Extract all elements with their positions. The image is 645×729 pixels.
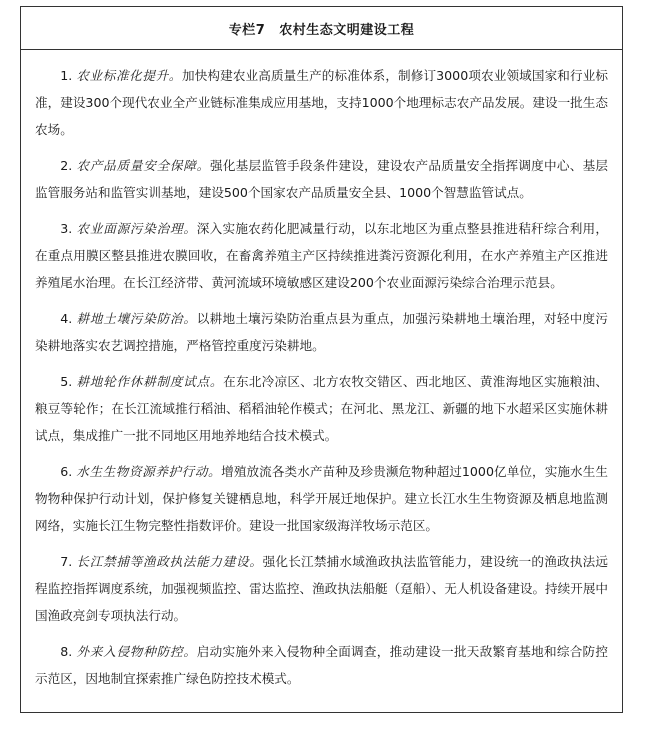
list-item	[35, 458, 608, 539]
item-index: 2.	[60, 158, 73, 173]
item-keyword: 农业标准化提升。	[76, 68, 182, 83]
list-item	[35, 62, 608, 143]
item-keyword: 耕地轮作休耕制度试点。	[76, 374, 224, 389]
box-title-text: 农村生态文明建设工程	[279, 22, 415, 38]
list-item	[35, 368, 608, 449]
item-keyword: 长江禁捕等渔政执法能力建设。	[76, 554, 263, 569]
item-keyword: 水生生物资源养护行动。	[76, 464, 222, 479]
item-body: 在东北冷凉区、北方农牧交错区、西北地区、黄淮海地区实施粮油、粮豆等轮作；在长江流域推行稻油、稻稻油轮作模式；在河北、黑龙江、新疆的地下水超采区实施休耕试点，集成推广一批不同地区用地养地结合技术模式。	[35, 374, 609, 443]
item-index: 1.	[60, 68, 73, 83]
feature-box	[20, 6, 623, 713]
item-index: 7.	[60, 554, 73, 569]
list-item	[35, 215, 608, 296]
item-keyword: 耕地土壤污染防治。	[76, 311, 197, 326]
item-body: 强化基层监管手段条件建设，建设农产品质量安全指挥调度中心、基层监管服务站和监管实训基地，建设500个国家农产品质量安全县、1000个智慧监管试点。	[35, 158, 609, 200]
item-index: 3.	[60, 221, 73, 236]
list-item	[35, 548, 608, 629]
item-body: 强化长江禁捕水域渔政执法监管能力，建设统一的渔政执法远程监控指挥调度系统，加强视频监控、雷达监控、渔政执法船艇（趸船）、无人机设备建设。持续开展中国渔政亮剑专项执法行动。	[35, 554, 609, 623]
list-item	[35, 152, 608, 206]
box-title	[21, 7, 622, 50]
item-body: 启动实施外来入侵物种全面调查，推动建设一批天敌繁育基地和综合防控示范区，因地制宜探索推广绿色防控技术模式。	[35, 644, 609, 686]
box-content	[21, 50, 622, 692]
item-body: 以耕地土壤污染防治重点县为重点，加强污染耕地土壤治理，对轻中度污染耕地落实农艺调控措施，严格管控重度污染耕地。	[35, 311, 609, 353]
item-keyword: 外来入侵物种防控。	[76, 644, 197, 659]
item-body: 增殖放流各类水产苗种及珍贵濒危物种超过1000亿单位，实施水生生物物种保护行动计划，保护修复关键栖息地，科学开展迁地保护。建立长江水生生物资源及栖息地监测网络，实施长江生物完整性指数评价。建设一批国家级海洋牧场示范区。	[35, 464, 608, 533]
list-item	[35, 305, 608, 359]
item-keyword: 农业面源污染治理。	[76, 221, 197, 236]
list-item	[35, 638, 608, 692]
item-index: 8.	[60, 644, 73, 659]
item-body: 深入实施农药化肥减量行动，以东北地区为重点整县推进秸秆综合利用，在重点用膜区整县推进农膜回收，在畜禽养殖主产区持续推进粪污资源化利用，在水产养殖主产区推进养殖尾水治理。在长江经济带、黄河流域环境敏感区建设200个农业面源污染综合治理示范县。	[35, 221, 609, 290]
box-title-number: 专栏7	[228, 22, 266, 38]
item-keyword: 农产品质量安全保障。	[76, 158, 210, 173]
item-body: 加快构建农业高质量生产的标准体系，制修订3000项农业领域国家和行业标准，建设300个现代农业全产业链标准集成应用基地，支持1000个地理标志农产品发展。建设一批生态农场。	[35, 68, 608, 137]
item-index: 6.	[60, 464, 73, 479]
item-index: 4.	[60, 311, 73, 326]
item-index: 5.	[60, 374, 73, 389]
